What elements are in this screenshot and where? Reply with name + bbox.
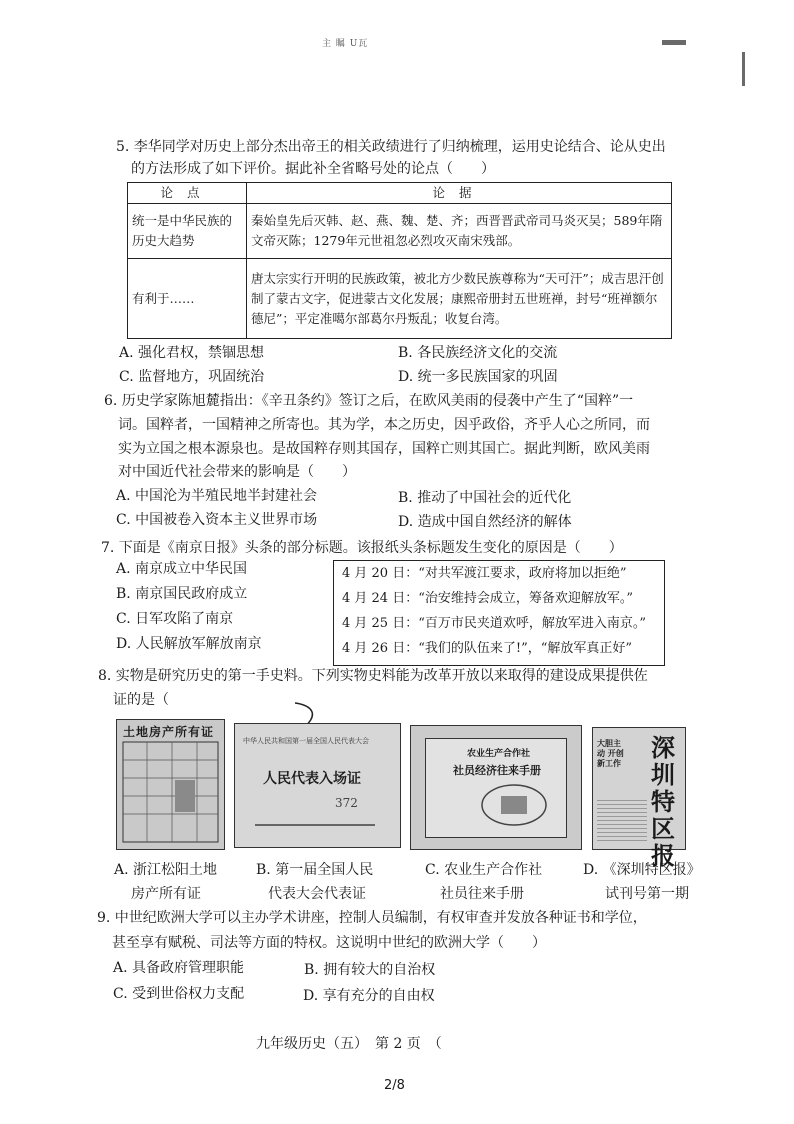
- image-land-certificate: [116, 719, 225, 850]
- q7-option-d[interactable]: D. 人民解放军解放南京: [116, 636, 262, 652]
- q9-line2: 甚至享有赋税、司法等方面的特权。这说明中世纪的欧洲大学（ ）: [112, 935, 546, 951]
- q6-line2: 词。国粹者，一国精神之所寄也。其为学，本之历史，因乎政俗，齐乎人心之所同，而: [118, 417, 650, 433]
- q5-option-d[interactable]: D. 统一多民族国家的巩固: [398, 369, 558, 385]
- headline-apr20: 4 月 20 日：“对共军渡江要求，政府将加以拒绝”: [342, 566, 627, 581]
- newspaper-masthead: 深圳特区报: [651, 733, 675, 870]
- q6-line1: 6. 历史学家陈旭麓指出：《辛丑条约》签订之后，在欧风美雨的侵袭中产生了“国粹”一: [104, 393, 634, 409]
- q8-caption-c2: 社员往来手册: [440, 886, 524, 902]
- q7-option-a[interactable]: A. 南京成立中华民国: [116, 561, 248, 577]
- q6-line4: 对中国近代社会带来的影响是（ ）: [118, 464, 356, 480]
- handbook-emblem: [479, 782, 549, 828]
- npc-card-stamp-line: [255, 824, 375, 826]
- q7-headline-box: [333, 560, 665, 666]
- q6-line3: 实为立国之根本源泉也。是故国粹存则其国存，国粹亡则其国亡。据此判断，欧风美雨: [118, 441, 650, 457]
- scan-edge-mark: [742, 52, 745, 86]
- q5-option-c[interactable]: C. 监督地方，巩固统治: [119, 369, 265, 385]
- q9-option-b[interactable]: B. 拥有较大的自治权: [304, 962, 436, 978]
- newspaper-columns: [597, 800, 647, 844]
- q8-caption-a1[interactable]: A. 浙江松阳土地: [114, 862, 218, 878]
- newspaper-side-headline: 大胆主动 开创新工作: [597, 738, 624, 768]
- q5-argument-table: [127, 182, 672, 339]
- q8-line2: 证的是（: [113, 692, 169, 708]
- headline-apr26: 4 月 26 日：“我们的队伍来了!”，“解放军真正好”: [342, 641, 633, 656]
- table-row2-evidence: 唐太宗实行开明的民族政策，被北方少数民族尊称为“天可汗”；成吉思汗创制了蒙古文字，促进蒙古文化发展；康熙帝册封五世班禅，封号“班禅额尔德尼”；平定准噶尔部葛尔丹叛乱；收复台湾。: [247, 259, 672, 339]
- image-shenzhen-newspaper: [592, 727, 686, 870]
- q6-option-b[interactable]: B. 推动了中国社会的近代化: [398, 490, 572, 506]
- q9-line1: 9. 中世纪欧洲大学可以主办学术讲座，控制人员编制，有权审查并发放各种证书和学位，: [97, 910, 647, 926]
- q6-option-c[interactable]: C. 中国被卷入资本主义世界市场: [116, 512, 318, 528]
- page-number: 2/8: [384, 1078, 405, 1093]
- npc-card-number: 372: [335, 796, 358, 810]
- q5-option-a[interactable]: A. 强化君权，禁锢思想: [119, 345, 265, 361]
- q8-caption-a2: 房产所有证: [131, 886, 201, 902]
- table-head-argument: 论点: [128, 183, 247, 204]
- header-mark: 主 瞩 U瓦: [322, 39, 369, 49]
- q9-option-a[interactable]: A. 具备政府管理职能: [113, 960, 245, 976]
- land-certificate-title: 土地房产所有证: [123, 725, 215, 739]
- q6-option-d[interactable]: D. 造成中国自然经济的解体: [398, 514, 572, 530]
- table-row2-argument: 有利于……: [128, 259, 247, 339]
- q5-stem-line1: 5. 李华同学对历史上部分杰出帝王的相关政绩进行了归纳梳理，运用史论结合、论从史出: [116, 139, 666, 155]
- scan-smudge: [662, 40, 686, 45]
- table-row1-evidence: 秦始皇先后灭韩、赵、燕、魏、楚、齐；西晋晋武帝司马炎灭吴；589年隋文帝灭陈；1279年元世祖忽必烈攻灭南宋残部。: [247, 204, 672, 259]
- q9-option-c[interactable]: C. 受到世俗权力支配: [113, 986, 245, 1002]
- page-footer: 九年级历史（五） 第 2 页 （: [256, 1036, 442, 1052]
- q7-option-b[interactable]: B. 南京国民政府成立: [116, 586, 248, 602]
- image-npc-card: [234, 723, 401, 848]
- npc-card-title: 人民代表入场证: [263, 771, 361, 787]
- image-cooperative-handbook: [410, 725, 582, 850]
- q5-stem-line2: 的方法形成了如下评价。据此补全省略号处的论点（ ）: [131, 161, 495, 177]
- q8-caption-b2: 代表大会代表证: [268, 886, 366, 902]
- handbook-title: 社员经济往来手册: [453, 764, 541, 777]
- handbook-cooperative-name: 农业生产合作社: [467, 749, 531, 759]
- table-row1-argument: 统一是中华民族的历史大趋势: [128, 204, 247, 259]
- q8-caption-b1[interactable]: B. 第一届全国人民: [256, 862, 374, 878]
- q9-option-d[interactable]: D. 享有充分的自由权: [303, 988, 435, 1004]
- q8-line1: 8. 实物是研究历史的第一手史料。下列实物史料能为改革开放以来取得的建设成果提供佐: [98, 668, 648, 684]
- q8-caption-d2: 试刊号第一期: [605, 886, 689, 902]
- headline-apr25: 4 月 25 日：“百万市民夹道欢呼，解放军进入南京。”: [342, 616, 647, 631]
- q8-caption-c1[interactable]: C. 农业生产合作社: [425, 862, 543, 878]
- q7-stem: 7. 下面是《南京日报》头条的部分标题。该报纸头条标题发生变化的原因是（ ）: [101, 540, 623, 556]
- npc-card-banner: 中华人民共和国第一届全国人民代表大会: [243, 737, 369, 745]
- q6-option-a[interactable]: A. 中国沦为半殖民地半封建社会: [116, 488, 318, 504]
- q8-caption-d1[interactable]: D. 《深圳特区报》: [583, 862, 701, 878]
- headline-apr24: 4 月 24 日：“治安维持会成立，筹备欢迎解放军。”: [342, 591, 634, 606]
- table-head-evidence: 论据: [247, 183, 672, 204]
- q7-option-c[interactable]: C. 日军攻陷了南京: [116, 611, 234, 627]
- q5-option-b[interactable]: B. 各民族经济文化的交流: [398, 345, 558, 361]
